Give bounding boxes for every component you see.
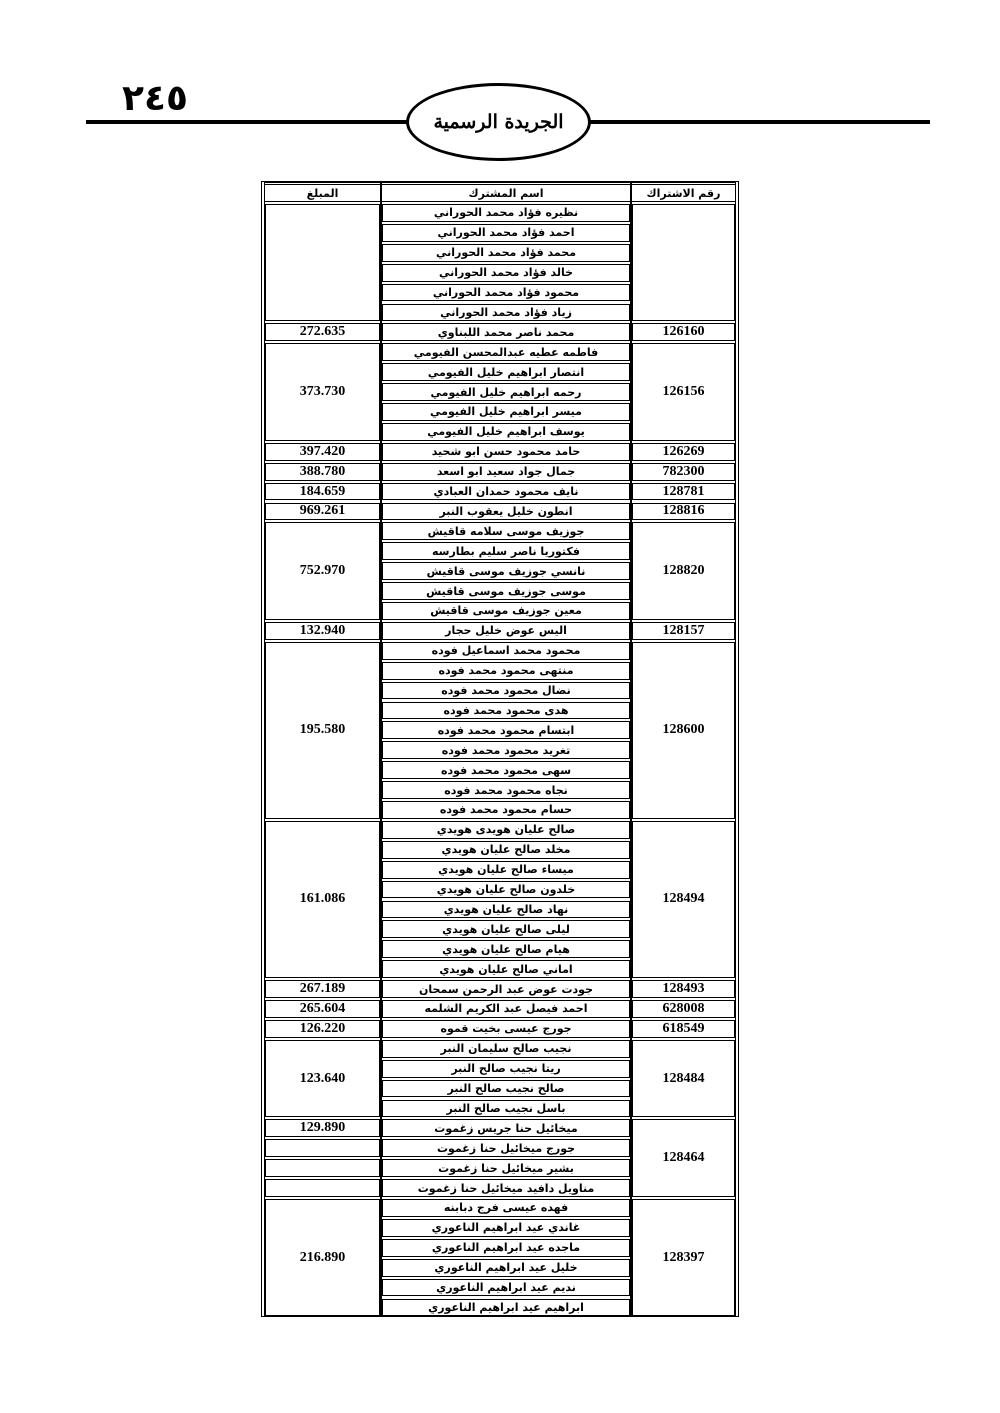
subscriber-name: هدى محمود محمد فوده	[382, 702, 630, 720]
subscriber-name: معين جوزيف موسى قاقيش	[382, 602, 630, 620]
subscriber-name: تغريد محمود محمد فوده	[382, 741, 630, 759]
subscriber-name: خالد فؤاد محمد الحوراني	[382, 264, 630, 282]
amount-cell: 373.730	[265, 343, 380, 441]
subscriber-name: باسل نجيب صالح النبر	[382, 1100, 630, 1118]
subscriber-name: ابراهيم عيد ابراهيم الناعوري	[382, 1299, 630, 1317]
subscriber-name: نهاد صالح عليان هويدي	[382, 901, 630, 919]
subscription-number-cell: 126156	[632, 343, 735, 441]
subscription-number-cell: 128484	[632, 1040, 735, 1118]
subscriber-name: جورج عيسى بخيت قموه	[382, 1020, 630, 1038]
subscriber-name: اماني صالح عليان هويدي	[382, 960, 630, 978]
subscriber-name: حسام محمود محمد فوده	[382, 801, 630, 819]
amount-cell: 184.659	[265, 483, 380, 501]
subscriber-name: جودت عوض عبد الرحمن سمحان	[382, 980, 630, 998]
subscription-number-cell: 126269	[632, 443, 735, 461]
subscriber-name: جمال جواد سعيد ابو اسعد	[382, 463, 630, 481]
subscriber-name: ابتسام محمود محمد فوده	[382, 721, 630, 739]
header-amount: المبلغ	[264, 184, 381, 202]
subscriber-name: فكتوريا ناصر سليم بطارسه	[382, 542, 630, 560]
subscriber-name: نجيب صالح سليمان النبر	[382, 1040, 630, 1058]
subscriber-name: صالح عليان هويدى هويدي	[382, 821, 630, 839]
amount-cell: 267.189	[265, 980, 380, 998]
subscriber-name: احمد فؤاد محمد الحوراني	[382, 224, 630, 242]
amount-cell: 388.780	[265, 463, 380, 481]
amount-cell: 132.940	[265, 622, 380, 640]
subscriber-name: ماجده عيد ابراهيم الناعوري	[382, 1239, 630, 1257]
subscriber-name: فاطمه عطيه عبدالمحسن الفيومي	[382, 343, 630, 361]
subscriber-name: جورج ميخائيل حنا زغموت	[382, 1139, 630, 1157]
subscriber-name: نديم عيد ابراهيم الناعوري	[382, 1279, 630, 1297]
masthead-oval	[406, 83, 591, 161]
subscriber-name: بشير ميخائيل حنا زغموت	[382, 1159, 630, 1177]
amount-cell: 123.640	[265, 1040, 380, 1118]
amount-cell: 397.420	[265, 443, 380, 461]
subscriber-name: ليلى صالح عليان هويدي	[382, 920, 630, 938]
page-number: ٢٤٥	[122, 78, 188, 119]
subscriber-name: يوسف ابراهيم خليل الفيومي	[382, 423, 630, 441]
header-subscription: رقم الاشتراك	[631, 184, 736, 202]
subscriber-name: خلدون صالح عليان هويدي	[382, 881, 630, 899]
amount-cell: 129.890	[265, 1119, 380, 1137]
subscription-number-cell: 128494	[632, 821, 735, 978]
header-name: اسم المشترك	[381, 184, 631, 202]
amount-cell: 272.635	[265, 323, 380, 341]
subscriber-name: ريتا نجيب صالح النبر	[382, 1060, 630, 1078]
subscriber-name: مناويل دافيد ميخائيل حنا زغموت	[382, 1179, 630, 1197]
amount-cell	[265, 204, 380, 321]
subscriber-name: ميخائيل حنا جريس زغموت	[382, 1119, 630, 1137]
subscription-number-cell: 128397	[632, 1199, 735, 1316]
subscription-number-cell: 128157	[632, 622, 735, 640]
subscriber-name: انطون خليل يعقوب النبر	[382, 503, 630, 521]
subscriber-name: نايف محمود حمدان العبادي	[382, 483, 630, 501]
subscriber-name: زياد فؤاد محمد الحوراني	[382, 304, 630, 322]
subscriber-name: صالح نجيب صالح النبر	[382, 1080, 630, 1098]
masthead-title: الجريدة الرسمية	[433, 111, 564, 133]
subscription-number-cell: 628008	[632, 1000, 735, 1018]
subscription-number-cell: 126160	[632, 323, 735, 341]
subscriber-name: حامد محمود حسن ابو شحيد	[382, 443, 630, 461]
subscriber-name: جوزيف موسى سلامه قاقيش	[382, 522, 630, 540]
subscriber-name: موسى جوزيف موسى قاقيش	[382, 582, 630, 600]
header-rule-right	[590, 120, 930, 124]
subscription-number-cell	[632, 204, 735, 321]
subscription-number-cell: 782300	[632, 463, 735, 481]
subscription-number-cell: 128820	[632, 522, 735, 620]
amount-cell: 161.086	[265, 821, 380, 978]
subscription-number-cell: 128464	[632, 1119, 735, 1197]
subscriber-name: رحمه ابراهيم خليل الفيومي	[382, 383, 630, 401]
subscriber-name: اليس عوض خليل حجار	[382, 622, 630, 640]
subscription-number-cell: 128781	[632, 483, 735, 501]
subscription-number-cell: 128600	[632, 642, 735, 819]
amount-cell: 216.890	[265, 1199, 380, 1316]
subscription-number-cell: 618549	[632, 1020, 735, 1038]
subscriber-name: غاندي عيد ابراهيم الناعوري	[382, 1219, 630, 1237]
subscriber-name: هيام صالح عليان هويدي	[382, 940, 630, 958]
subscriber-name: نضال محمود محمد فوده	[382, 682, 630, 700]
subscriber-name: ميساء صالح عليان هويدي	[382, 861, 630, 879]
header-rule-left	[86, 120, 414, 124]
amount-cell: 969.261	[265, 503, 380, 521]
subscriber-name: سهى محمود محمد فوده	[382, 761, 630, 779]
amount-cell-empty	[265, 1139, 380, 1157]
amount-cell-empty	[265, 1159, 380, 1177]
amount-cell-empty	[265, 1179, 380, 1197]
subscriber-name: نظيره فؤاد محمد الحوراني	[382, 204, 630, 222]
subscriber-name: محمد فؤاد محمد الحوراني	[382, 244, 630, 262]
subscription-number-cell: 128493	[632, 980, 735, 998]
subscribers-table	[261, 181, 739, 1317]
subscriber-name: منتهى محمود محمد فوده	[382, 662, 630, 680]
amount-cell: 752.970	[265, 522, 380, 620]
subscriber-name: مخلد صالح عليان هويدي	[382, 841, 630, 859]
subscriber-name: انتصار ابراهيم خليل الفيومي	[382, 363, 630, 381]
subscriber-name: نجاه محمود محمد فوده	[382, 781, 630, 799]
subscriber-name: محمود فؤاد محمد الحوراني	[382, 284, 630, 302]
subscription-number-cell: 128816	[632, 503, 735, 521]
subscriber-name: احمد فيصل عبد الكريم الشلمه	[382, 1000, 630, 1018]
amount-cell: 195.580	[265, 642, 380, 819]
subscriber-name: محمد ناصر محمد اللبناوي	[382, 323, 630, 341]
subscriber-name: فهده عيسى فرج دبابنه	[382, 1199, 630, 1217]
amount-cell: 126.220	[265, 1020, 380, 1038]
subscriber-name: محمود محمد اسماعيل فوده	[382, 642, 630, 660]
subscriber-name: خليل عيد ابراهيم الناعوري	[382, 1259, 630, 1277]
subscriber-name: ميسر ابراهيم خليل الفيومي	[382, 403, 630, 421]
amount-cell: 265.604	[265, 1000, 380, 1018]
subscriber-name: نانسي جوزيف موسى قاقيش	[382, 562, 630, 580]
